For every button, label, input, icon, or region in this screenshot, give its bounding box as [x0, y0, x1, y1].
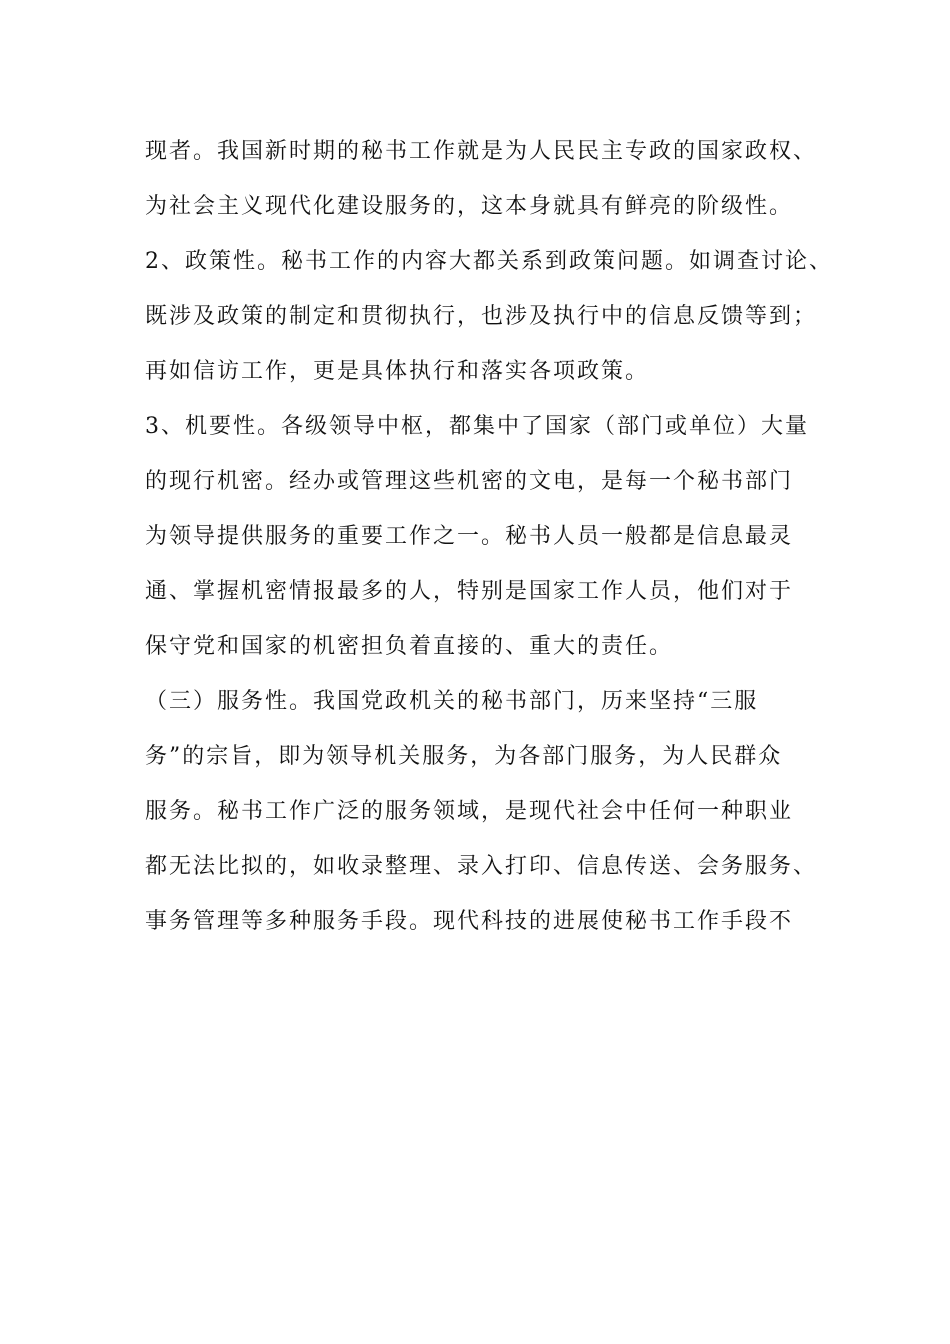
text-line-1: 现者。我国新时期的秘书工作就是为人民民主专政的国家政权、 [145, 139, 818, 164]
text-line-14: 都无法比拟的，如收录整理、录入打印、信息传送、会务服务、 [145, 854, 818, 879]
text-line-6: 3、机要性。各级领导中枢，都集中了国家（部门或单位）大量 [145, 414, 809, 439]
text-line-10: 保守党和国家的机密担负着直接的、重大的责任。 [145, 634, 674, 659]
text-line-2: 为社会主义现代化建设服务的，这本身就具有鲜亮的阶级性。 [145, 194, 794, 219]
body-text [145, 124, 835, 949]
text-line-5: 再如信访工作，更是具体执行和落实各项政策。 [145, 359, 650, 384]
text-line-8: 为领导提供服务的重要工作之一。秘书人员一般都是信息最灵 [145, 524, 794, 549]
text-line-9: 通、掌握机密情报最多的人，特别是国家工作人员，他们对于 [145, 579, 794, 604]
text-line-12: 务”的宗旨，即为领导机关服务，为各部门服务，为人民群众 [145, 744, 783, 769]
text-line-15: 事务管理等多种服务手段。现代科技的进展使秘书工作手段不 [145, 909, 794, 934]
text-line-13: 服务。秘书工作广泛的服务领域，是现代社会中任何一种职业 [145, 799, 794, 824]
text-line-4: 既涉及政策的制定和贯彻执行，也涉及执行中的信息反馈等到； [145, 304, 818, 329]
text-line-11: （三）服务性。我国党政机关的秘书部门，历来坚持“三服 [145, 689, 759, 714]
text-line-3: 2、政策性。秘书工作的内容大都关系到政策问题。如调查讨论、 [145, 249, 833, 274]
text-line-7: 的现行机密。经办或管理这些机密的文电，是每一个秘书部门 [145, 469, 794, 494]
